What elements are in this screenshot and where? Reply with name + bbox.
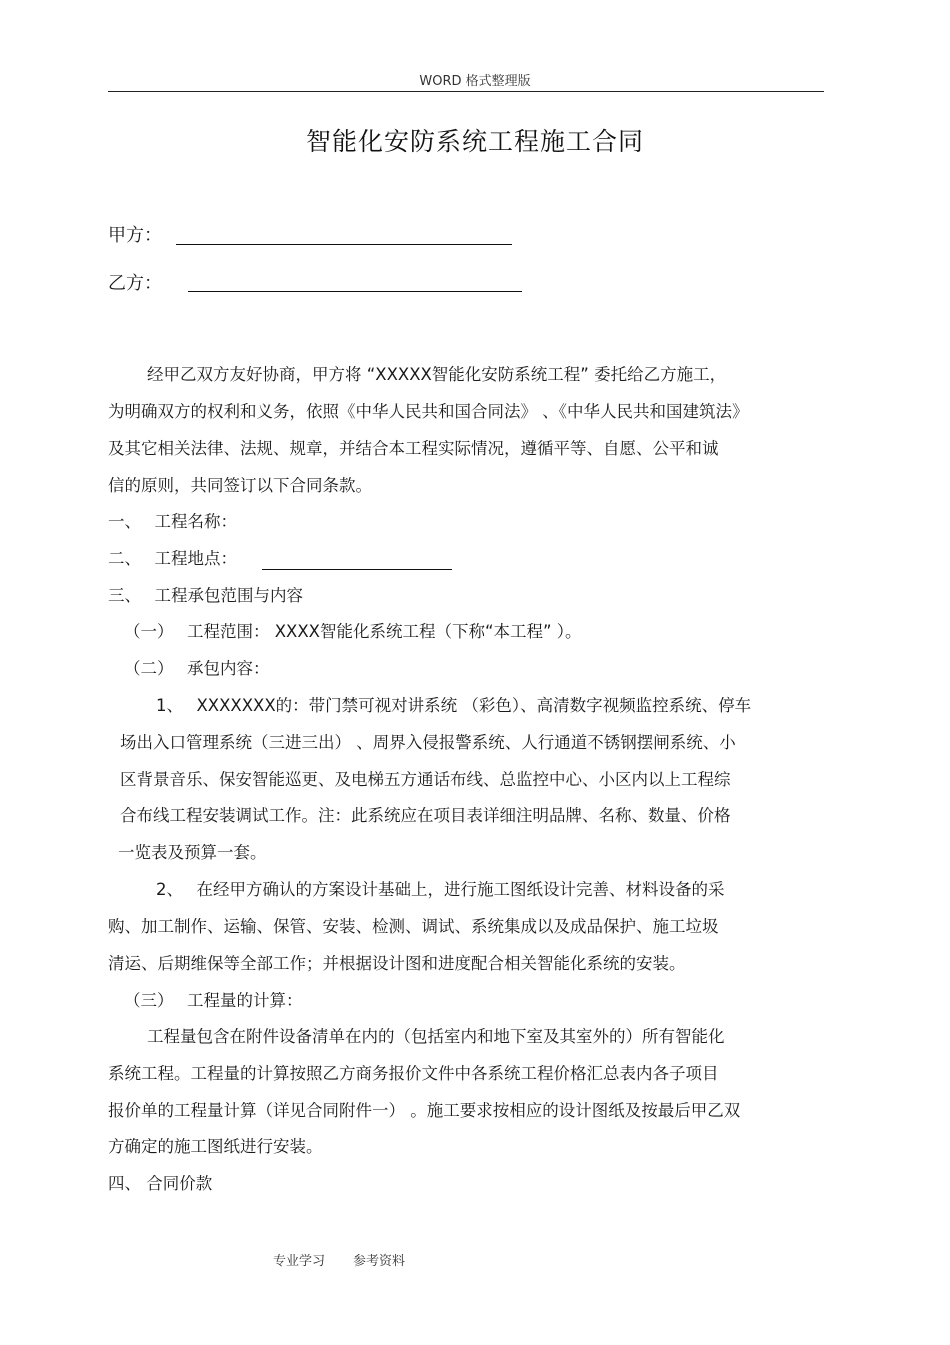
paragraph-2-line: 系统工程。工程量的计算按照乙方商务报价文件中各系统工程价格汇总表内各子项目	[108, 1064, 719, 1083]
paragraph-1-line: 经甲乙双方友好协商，甲方将 “XXXXX智能化安防系统工程” 委托给乙方施工，	[147, 365, 727, 384]
party-b-blank-line	[188, 291, 522, 292]
paragraph-2-line: 报价单的工程量计算（详见合同附件一） 。施工要求按相应的设计图纸及按最后甲乙双	[108, 1101, 741, 1120]
item-2-line: 2、 在经甲方确认的方案设计基础上，进行施工图纸设计完善、材料设备的采	[156, 880, 725, 899]
item-1-line: 场出入口管理系统（三进三出） 、周界入侵报警系统、人行通道不锈钢摆闸系统、小	[120, 733, 736, 752]
item-2-line: 购、加工制作、运输、保管、安装、检测、调试、系统集成以及成品保护、施工垃圾	[108, 917, 719, 936]
paragraph-2-line: 方确定的施工图纸进行安装。	[108, 1137, 323, 1156]
footer-left: 专业学习	[273, 1254, 326, 1269]
item-1-line: 合布线工程安装调试工作。注：此系统应在项目表详细注明品牌、名称、数量、价格	[120, 806, 731, 825]
location-blank-line	[262, 569, 452, 570]
subsection-3-quantity: （三） 工程量的计算：	[124, 991, 303, 1010]
section-1-project-name: 一、 工程名称：	[108, 512, 237, 531]
section-4-contract-price: 四、 合同价款	[108, 1174, 213, 1193]
paragraph-1-line: 信的原则，共同签订以下合同条款。	[108, 476, 372, 495]
section-3-scope: 三、 工程承包范围与内容	[108, 586, 303, 605]
subsection-2-content: （二） 承包内容：	[124, 659, 270, 678]
paragraph-1-line: 及其它相关法律、法规、规章，并结合本工程实际情况，遵循平等、自愿、公平和诚	[108, 439, 719, 458]
item-1-line: 一览表及预算一套。	[118, 843, 267, 862]
paragraph-2-line: 工程量包含在附件设备清单在内的（包括室内和地下室及其室外的）所有智能化	[147, 1027, 725, 1046]
header-rule	[108, 91, 824, 92]
item-1-line: 1、 XXXXXXX的：带门禁可视对讲系统 （彩色）、高清数字视频监控系统、停车	[156, 696, 752, 715]
item-2-line: 清运、后期维保等全部工作；并根据设计图和进度配合相关智能化系统的安装。	[108, 954, 686, 973]
footer-right: 参考资料	[353, 1254, 406, 1269]
party-a-blank-line	[176, 244, 512, 245]
item-1-line: 区背景音乐、保安智能巡更、及电梯五方通话布线、总监控中心、小区内以上工程综	[120, 770, 731, 789]
page-header: WORD 格式整理版	[419, 74, 531, 89]
document-title: 智能化安防系统工程施工合同	[305, 127, 644, 156]
subsection-1-scope: （一） 工程范围： XXXX智能化系统工程（下称“本工程” ）。	[124, 622, 582, 641]
paragraph-1-line: 为明确双方的权利和义务，依照《中华人民共和国合同法》 、《中华人民共和国建筑法》	[108, 402, 749, 421]
party-b-label: 乙方：	[108, 273, 162, 294]
section-2-project-location: 二、 工程地点：	[108, 549, 237, 568]
party-a-label: 甲方：	[108, 225, 162, 246]
